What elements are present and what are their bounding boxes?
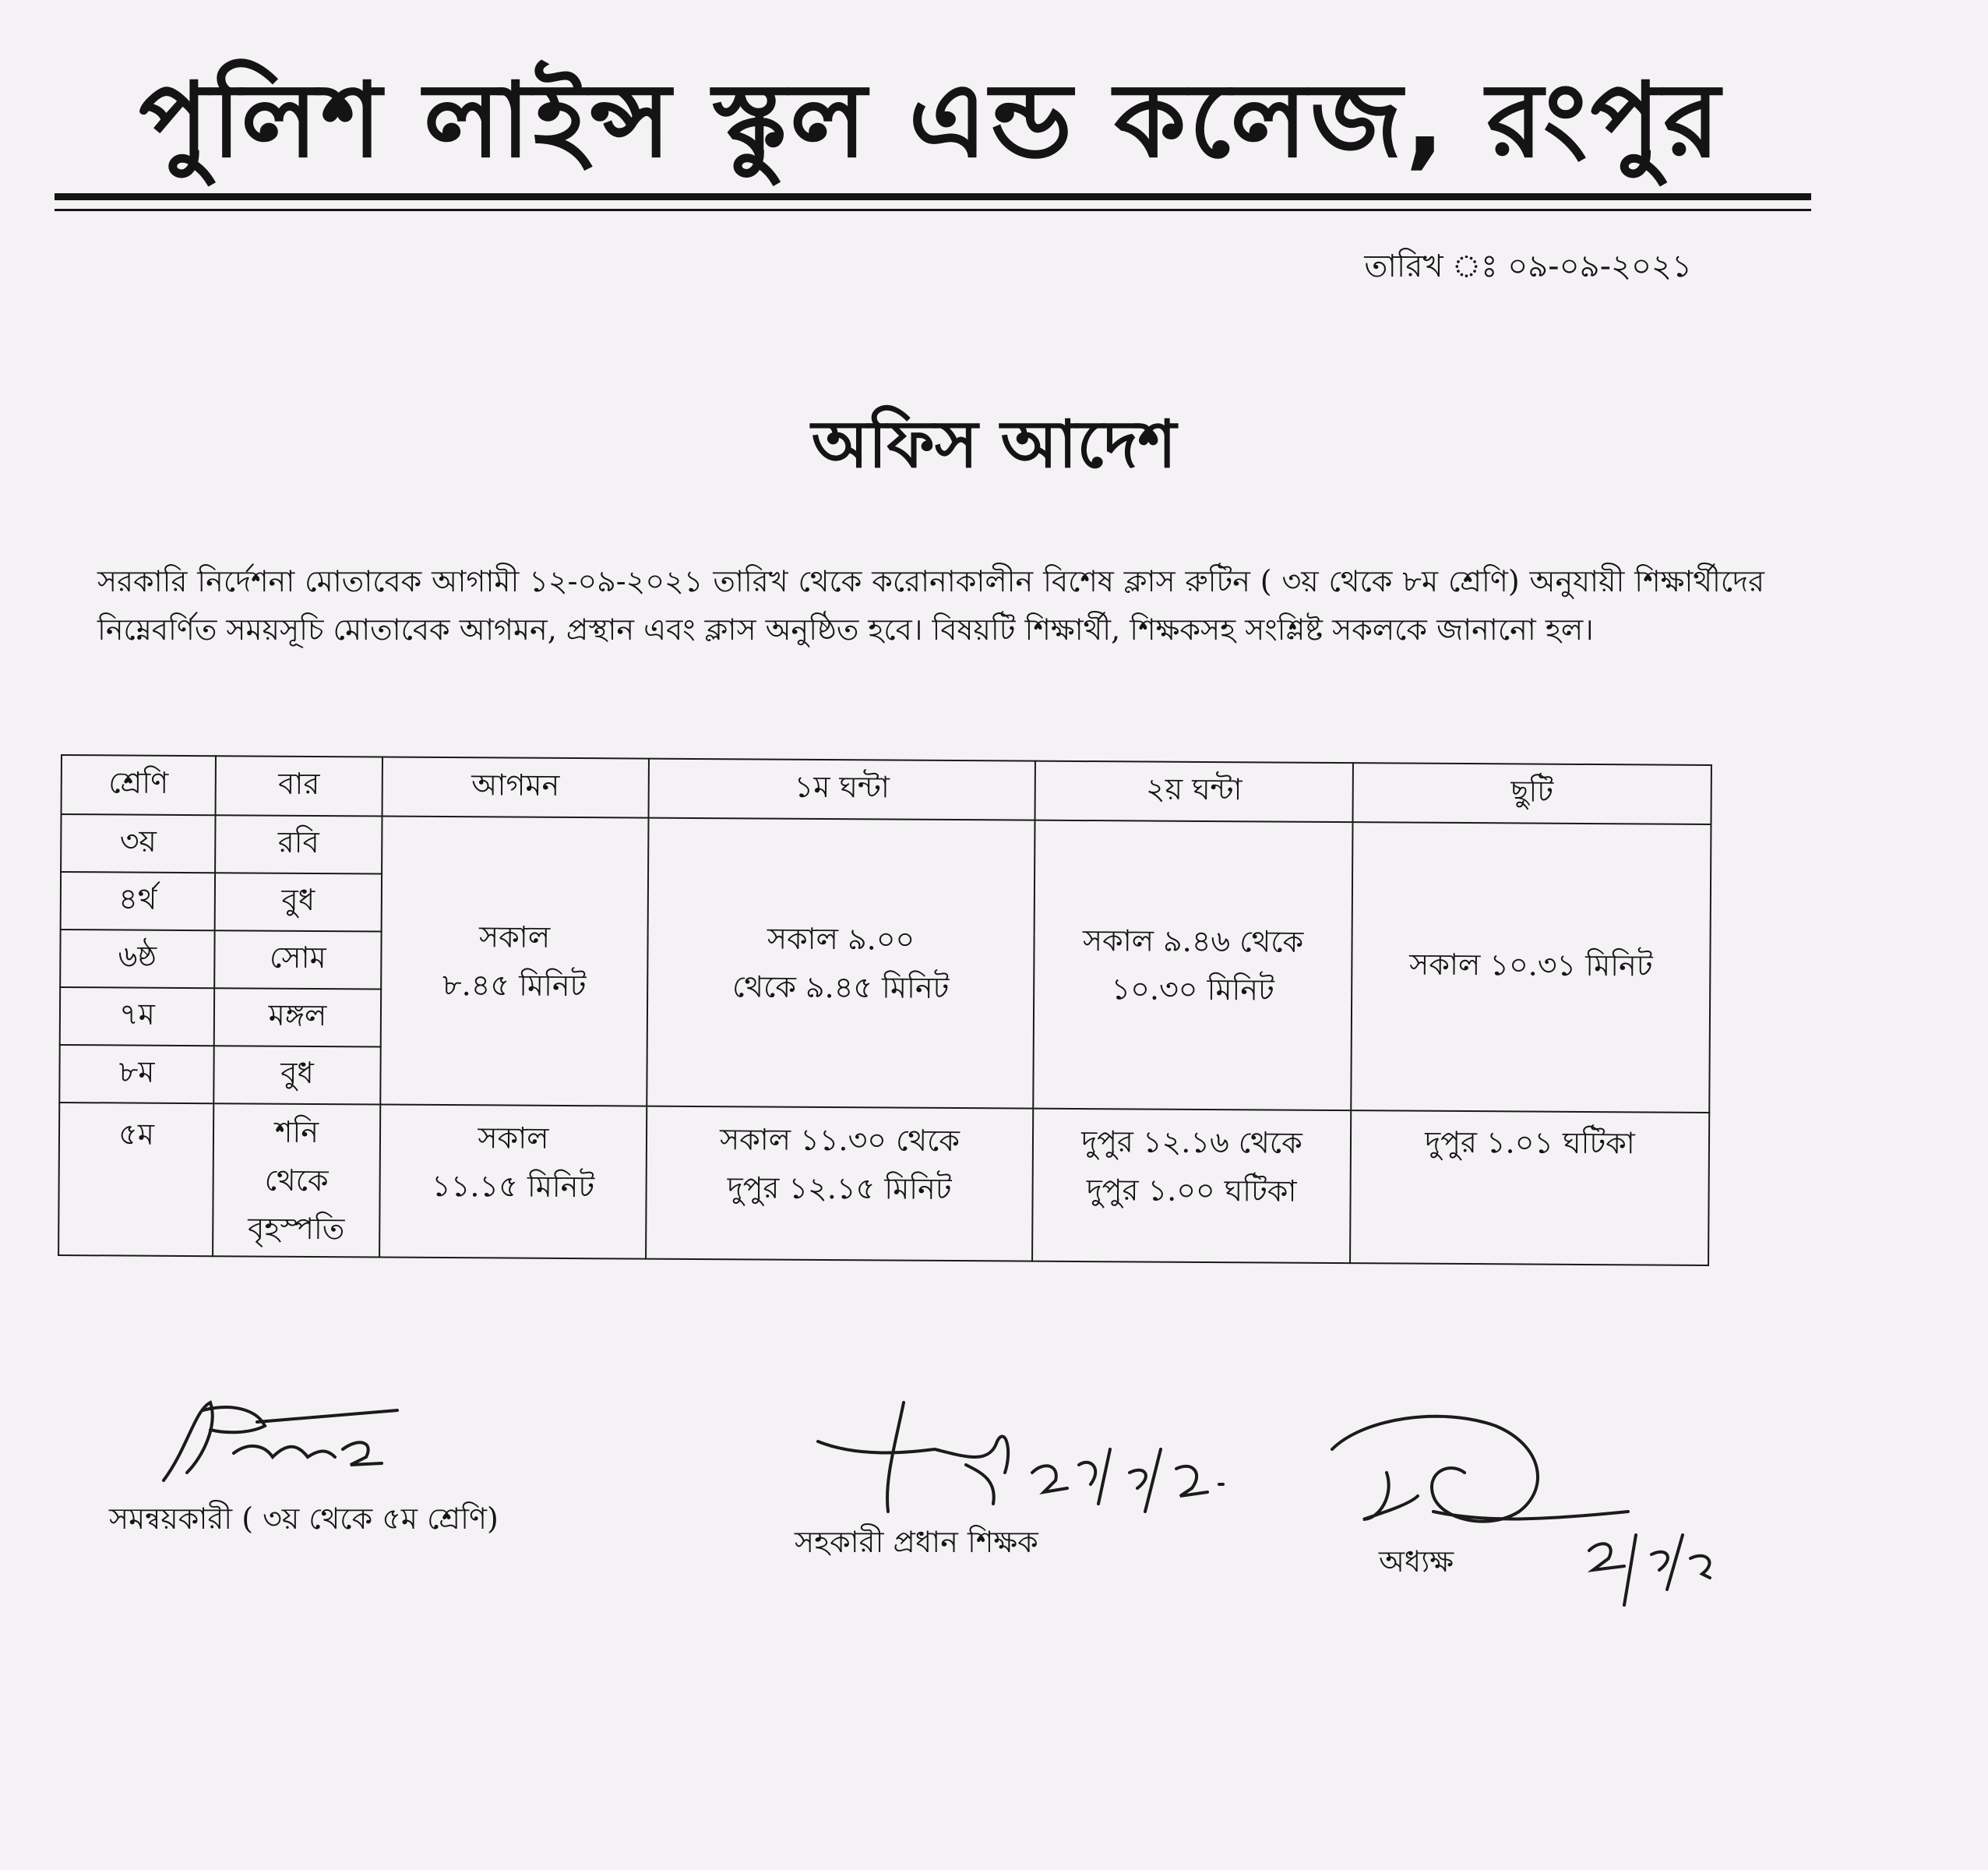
header-period-1: ১ম ঘন্টা: [649, 759, 1035, 820]
coordinator-title: সমন্বয়কারী ( ৩য় থেকে ৫ম শ্রেণি): [109, 1501, 499, 1536]
school-name-heading: পুলিশ লাইন্স স্কুল এন্ড কলেজ, রংপুর: [139, 61, 1723, 181]
day-cell: সোম: [214, 930, 381, 989]
header-leave: ছুটি: [1352, 763, 1711, 824]
class-routine-table: [58, 754, 1712, 1266]
period2-cell-group2: [1032, 1109, 1351, 1263]
day-line: থেকে: [264, 1163, 329, 1198]
leave-cell-group1: সকাল ১০.৩১ মিনিট: [1351, 822, 1711, 1113]
period-line: সকাল ৯.৪৬ থেকে: [1082, 923, 1304, 959]
arrival-line: ৮.৪৫ মিনিট: [442, 967, 587, 1004]
period1-cell-group2: [646, 1106, 1033, 1261]
assistant-head-title: সহকারী প্রধান শিক্ষক: [795, 1525, 1038, 1559]
period-line: থেকে ৯.৪৫ মিনিট: [731, 969, 950, 1005]
class-cell: ৫ম: [58, 1103, 213, 1256]
arrival-cell-group2: [379, 1105, 647, 1259]
leave-cell-group2: দুপুর ১.০১ ঘটিকা: [1350, 1110, 1709, 1265]
day-line: বৃহস্পতি: [248, 1211, 345, 1247]
date-label: তারিখ ঃ: [1364, 249, 1498, 284]
day-cell-group2: [213, 1103, 380, 1257]
period-line: দুপুর ১২.১৬ থেকে: [1081, 1124, 1302, 1160]
class-cell: ৮ম: [59, 1045, 213, 1103]
header-arrival: আগমন: [382, 757, 649, 818]
arrival-line: সকাল: [478, 1120, 549, 1156]
period-line: দুপুর ১২.১৫ মিনিট: [727, 1170, 952, 1206]
arrival-cell-group1: [380, 817, 648, 1106]
day-cell: বুধ: [215, 873, 382, 931]
header-class: শ্রেণি: [62, 755, 216, 815]
arrival-line: ১১.১৫ মিনিট: [431, 1168, 595, 1205]
period-line: সকাল ৯.০০: [767, 921, 915, 957]
arrival-line: সকাল: [478, 919, 551, 954]
office-order-title: অফিস আদেশ: [811, 405, 1177, 482]
day-cell: মঙ্গল: [214, 988, 381, 1046]
day-line: শনি: [274, 1114, 319, 1150]
principal-signature-image: [1317, 1402, 1722, 1621]
period-line: ১০.৩০ মিনিট: [1111, 972, 1274, 1007]
day-cell: রবি: [215, 815, 382, 873]
class-cell: ৩য়: [61, 814, 215, 873]
header-day: বার: [216, 756, 382, 816]
date-line: [1364, 242, 1692, 294]
class-cell: ৭ম: [60, 987, 214, 1046]
table-row: [58, 1103, 1709, 1265]
coordinator-signature-image: [140, 1379, 421, 1512]
table-row: [61, 814, 1711, 882]
period2-cell-group1: [1033, 820, 1352, 1110]
date-value: ০৯-০৯-২০২১: [1507, 249, 1692, 284]
principal-title: অধ্যক্ষ: [1379, 1544, 1454, 1579]
table-header-row: [62, 755, 1711, 824]
assistant-head-signature-image: [810, 1395, 1246, 1535]
period-line: সকাল ১১.৩০ থেকে: [719, 1122, 961, 1159]
class-cell: ৬ষ্ঠ: [60, 930, 214, 988]
period-line: দুপুর ১.০০ ঘটিকা: [1086, 1173, 1297, 1208]
class-cell: ৪র্থ: [61, 872, 215, 930]
header-rule-thin: [55, 209, 1811, 211]
order-paragraph: সরকারি নির্দেশনা মোতাবেক আগামী ১২-০৯-২০২১ তারিখ থেকে করোনাকালীন বিশেষ ক্লাস রুটিন ( ৩য় থেকে ৮ম শ্রেণি) অনুযায়ী শিক্ষার্থীদের নিম্নেবর্ণিত সময়সূচি মোতাবেক আগমন, প্রস্থান এবং ক্লাস অনুষ্ঠিত হবে। বিষয়টি শিক্ষার্থী, শিক্ষকসহ সংশ্লিষ্ট সকলকে জানানো হল।: [97, 564, 1764, 647]
header-period-2: ২য় ঘন্টা: [1035, 761, 1353, 822]
day-cell: বুধ: [213, 1046, 380, 1104]
header-rule-thick: [55, 193, 1811, 200]
period1-cell-group1: [647, 818, 1035, 1109]
